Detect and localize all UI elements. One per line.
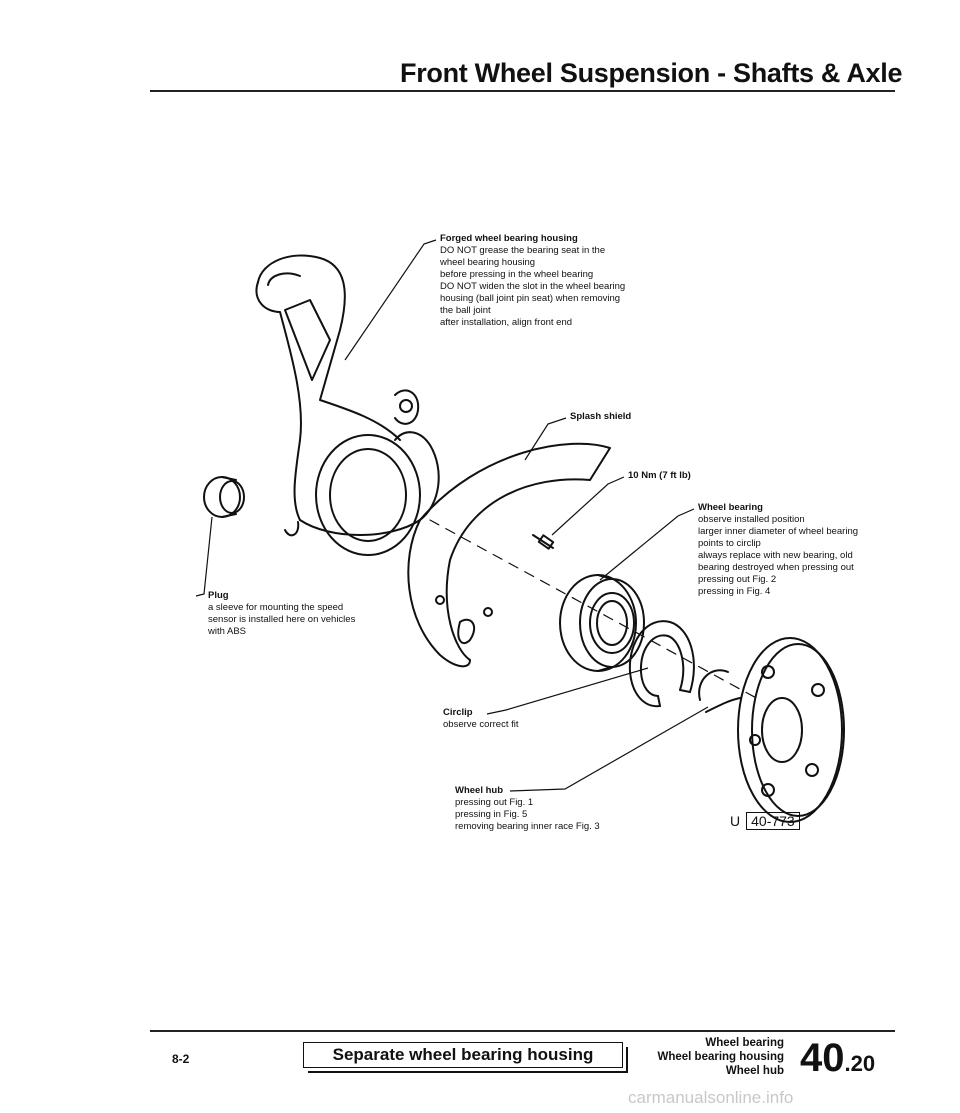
footer-topic: Wheel bearing housing [657,1051,784,1063]
footer-topic: Wheel hub [725,1065,784,1077]
callout-torque-title: 10 Nm (7 ft lb) [628,470,691,481]
wheel-hub-drawing [699,638,844,822]
leader-bearing [600,509,694,580]
callout-bearing-line: larger inner diameter of wheel bearing [698,526,859,537]
page-number: 8-2 [172,1052,190,1066]
callout-bearing [698,502,858,598]
callout-plug [208,590,355,638]
callout-splash-shield [570,411,631,423]
callout-circlip [443,707,519,731]
callout-plug-title: Plug [208,590,229,601]
footer-topics [640,1036,784,1078]
callout-plug-line: sensor is installed here on vehicles [208,614,356,625]
callout-housing-line: after installation, align front end [440,317,573,328]
figure-reference-code: 40-773 [746,812,800,830]
callout-housing [440,233,625,329]
callout-housing-line: housing (ball joint pin seat) when removing [440,293,621,304]
callout-circlip-line: observe correct fit [443,719,519,730]
leader-plug [196,517,212,596]
page-title: Front Wheel Suspension - Shafts & Axle [400,58,903,88]
callout-bearing-line: points to circlip [698,538,761,549]
callout-hub-line: removing bearing inner race Fig. 3 [455,821,600,832]
callout-hub-title: Wheel hub [455,785,504,796]
footer-topic: Wheel bearing [705,1037,784,1049]
callout-housing-line: DO NOT widen the slot in the wheel bearing [440,281,626,292]
callout-bearing-title: Wheel bearing [698,502,763,513]
callout-bearing-line: pressing in Fig. 4 [698,586,771,597]
footer-section-box [303,1042,623,1068]
section-number [800,1036,875,1081]
footer-rule [150,1030,895,1032]
callout-splash-shield-title: Splash shield [570,411,632,422]
footer-section-label: Separate wheel bearing housing [332,1045,594,1064]
leader-torque [552,477,624,535]
callout-housing-line: wheel bearing housing [440,257,536,268]
callout-bearing-line: observe installed position [698,514,805,525]
callout-hub [455,785,600,833]
callout-circlip-title: Circlip [443,707,473,718]
callout-housing-title: Forged wheel bearing housing [440,233,578,244]
bolt-drawing [533,535,553,549]
callout-housing-line: before pressing in the wheel bearing [440,269,594,280]
callout-hub-line: pressing out Fig. 1 [455,797,534,808]
figure-reference [730,813,800,829]
callout-bearing-line: pressing out Fig. 2 [698,574,777,585]
plug-drawing [204,477,244,517]
callout-hub-line: pressing in Fig. 5 [455,809,528,820]
callout-housing-line: DO NOT grease the bearing seat in the [440,245,606,256]
leader-hub [510,707,708,791]
callout-bearing-line: bearing destroyed when pressing out [698,562,854,573]
figure-reference-prefix: U [730,813,741,829]
section-number-minor: .20 [844,1051,876,1076]
leader-splash-shield [525,418,566,460]
section-number-major: 40 [800,1036,845,1080]
callout-plug-line: a sleeve for mounting the speed [208,602,344,613]
callout-bearing-line: always replace with new bearing, old [698,550,853,561]
callout-housing-line: the ball joint [440,305,491,316]
callout-plug-line: with ABS [208,626,247,637]
callout-torque [628,470,691,482]
leader-housing [345,240,436,360]
wheel-bearing-housing-drawing [257,255,439,555]
watermark: carmanualsonline.info [628,1088,794,1107]
